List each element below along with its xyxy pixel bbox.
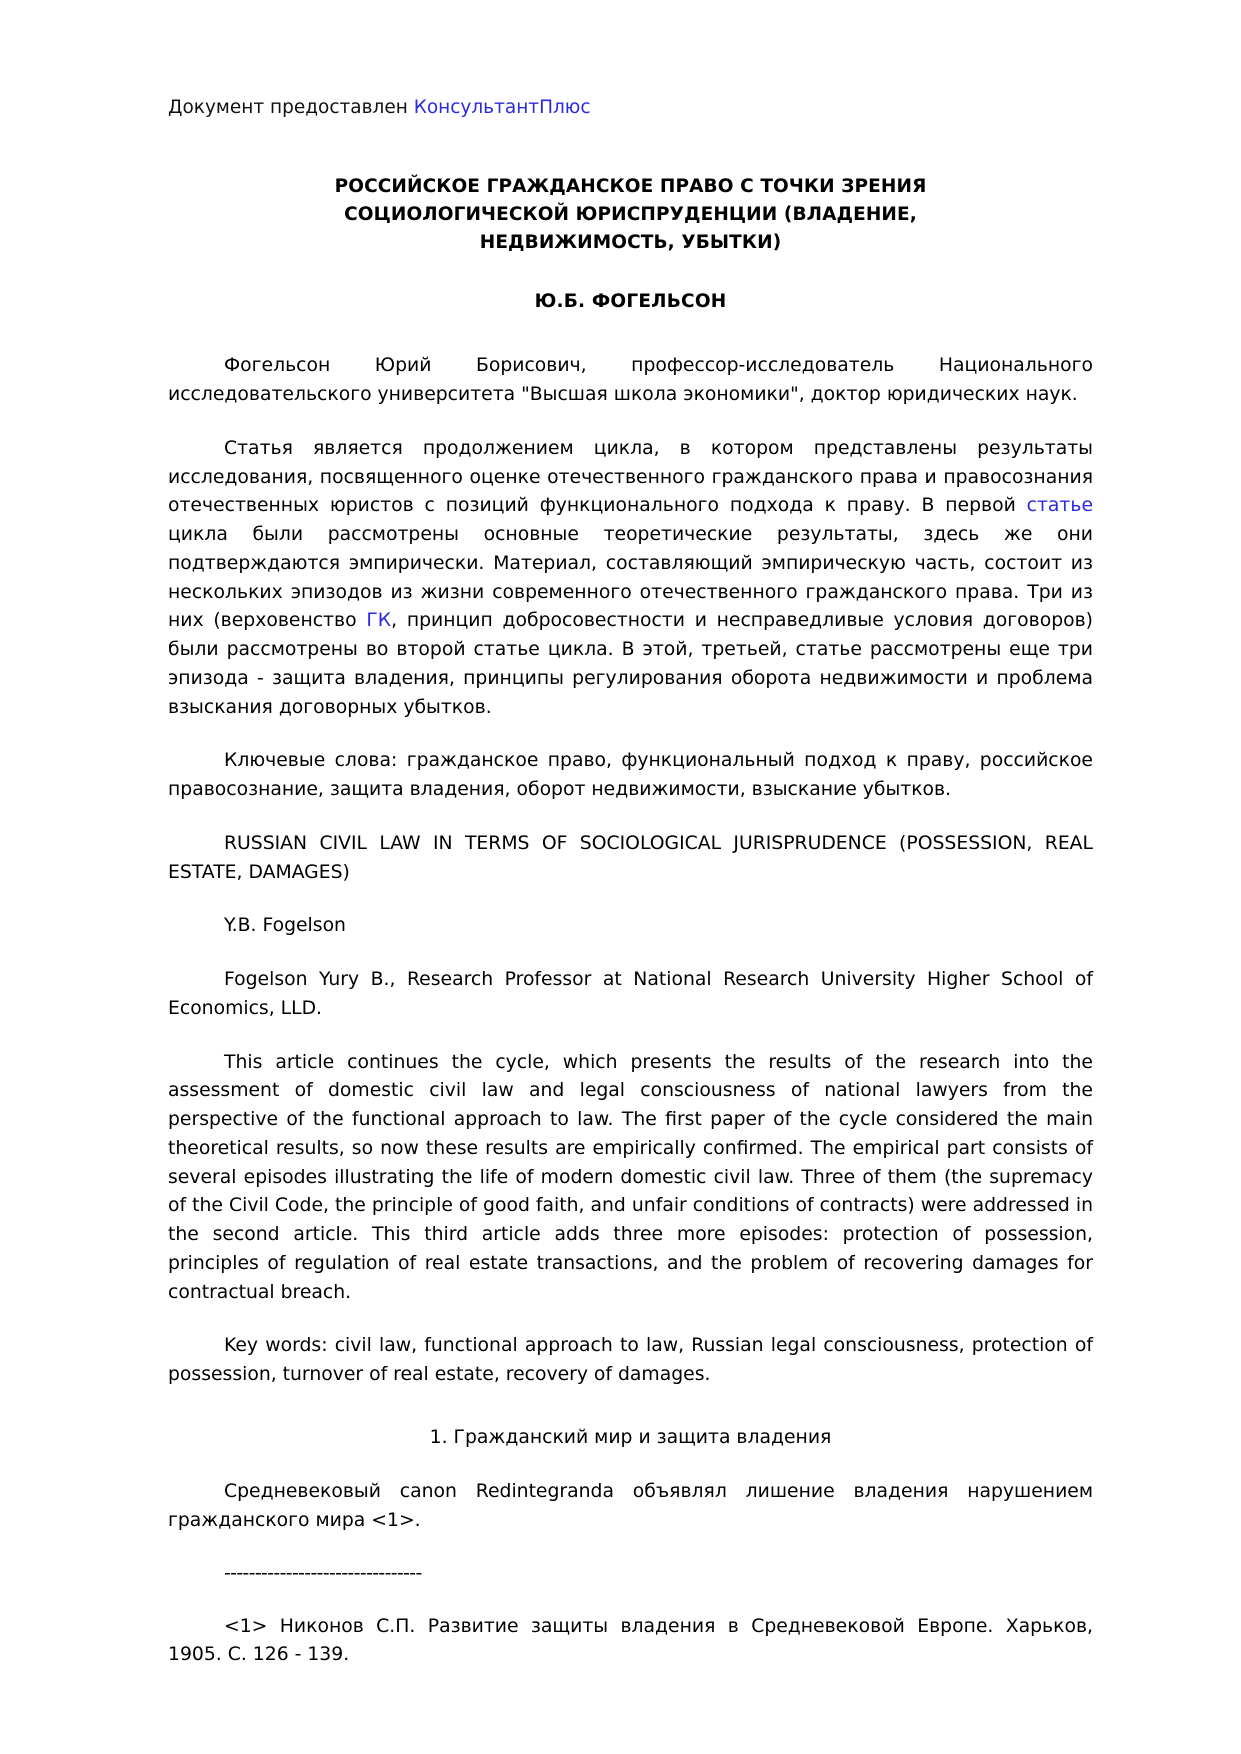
- civil-code-link[interactable]: ГК: [366, 610, 392, 632]
- abstract-en: This article continues the cycle, which presents the results of the research into the assessment of domestic civil law and legal consciousness of national lawyers from the perspective of the functional approach to law. The first paper of the cycle considered the main theoretical results, so now these results are empirically confirmed. The empirical part consists of several episodes illustrating the life of modern domestic civil law. Three of them (the supremacy of the Civil Code, the principle of good faith, and unfair conditions of contracts) were addressed in the second article. This third article adds three more episodes: protection of possession, principles of regulation of real estate transactions, and the problem of recovering damages for contractual breach.: [168, 1051, 1093, 1303]
- page-title: РОССИЙСКОЕ ГРАЖДАНСКОЕ ПРАВО С ТОЧКИ ЗРЕНИЯ СОЦИОЛОГИЧЕСКОЙ ЮРИСПРУДЕНЦИИ (ВЛАДЕНИЕ, НЕДВИЖИМОСТЬ, УБЫТКИ): [334, 175, 927, 254]
- footnote-separator: --------------------------------: [224, 1563, 422, 1585]
- section-1-paragraph-1: Средневековый canon Redintegranda объявлял лишение владения нарушением гражданского мира <1>.: [168, 1480, 1093, 1531]
- footnote-1: <1> Никонов С.П. Развитие защиты владения в Средневековой Европе. Харьков, 1905. С. 126 - 139.: [168, 1615, 1093, 1666]
- author-name-ru: Ю.Б. ФОГЕЛЬСОН: [534, 291, 727, 313]
- author-bio-ru: Фогельсон Юрий Борисович, профессор-исследователь Национального исследовательского университета "Высшая школа экономики", доктор юридических наук.: [168, 355, 1093, 406]
- provider-line: [168, 96, 1093, 121]
- consultant-plus-link[interactable]: КонсультантПлюс: [413, 97, 591, 118]
- abstract-ru-text-2: цикла были рассмотрены основные теоретические результаты, здесь же они подтверждаются эмпирически. Материал, составляющий эмпирическую часть, состоит из нескольких эпизодов из жизни современного отечественного гражданского права. Три из них (верховенство: [168, 524, 1093, 632]
- keywords-en: Key words: civil law, functional approach to law, Russian legal consciousness, protection of possession, turnover of real estate, recovery of damages.: [168, 1335, 1093, 1386]
- keywords-ru: Ключевые слова: гражданское право, функциональный подход к праву, российское правосознание, защита владения, оборот недвижимости, взыскание убытков.: [168, 750, 1093, 801]
- section-heading-1: 1. Гражданский мир и защита владения: [429, 1426, 832, 1448]
- author-name-en: Y.B. Fogelson: [224, 915, 346, 937]
- abstract-ru: [168, 435, 1093, 723]
- page-title-en: RUSSIAN CIVIL LAW IN TERMS OF SOCIOLOGICAL JURISPRUDENCE (POSSESSION, REAL ESTATE, DAMAGES): [168, 832, 1093, 883]
- abstract-ru-text-1: Статья является продолжением цикла, в котором представлены результаты исследования, посвященного оценке отечественного гражданского права и правосознания отечественных юристов с позиций функционального подхода к праву. В первой: [168, 437, 1093, 517]
- abstract-ru-text-3: , принцип добросовестности и несправедливые условия договоров) были рассмотрены во второй статье цикла. В этой, третьей, статье рассмотрены еще три эпизода - защита владения, принципы регулирования оборота недвижимости и проблема взыскания договорных убытков.: [168, 610, 1093, 718]
- provider-prefix-text: Документ предоставлен: [168, 97, 414, 118]
- author-bio-en: Fogelson Yury B., Research Professor at National Research University Higher School of Economics, LLD.: [168, 969, 1093, 1019]
- article-link[interactable]: статье: [1026, 495, 1093, 517]
